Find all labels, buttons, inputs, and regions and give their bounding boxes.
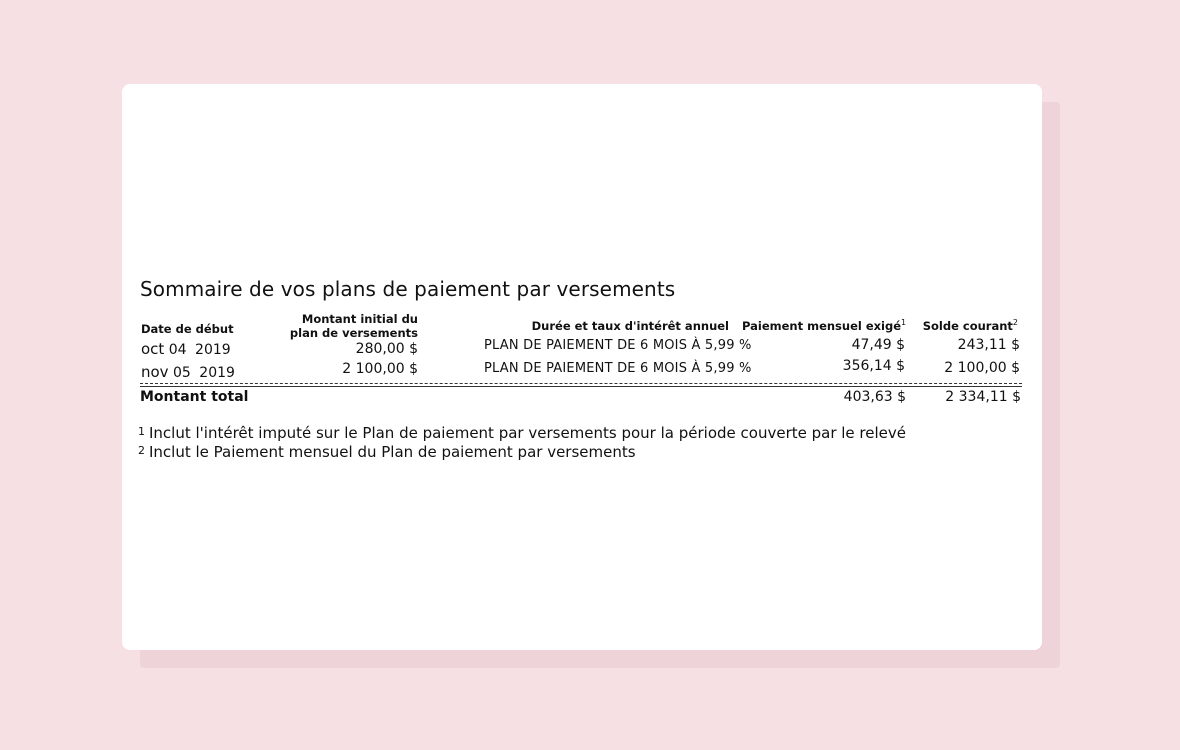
footnote-ref-1: 1: [901, 318, 907, 328]
row-2-start-date: [141, 363, 235, 382]
header-current-balance: [912, 319, 1018, 333]
footnote-2-number: 2: [138, 444, 145, 457]
row-2-initial-amount: 2 100,00 $: [342, 361, 418, 377]
header-current-balance-label: Solde courant: [922, 319, 1013, 333]
footnote-ref-2: 2: [1012, 318, 1018, 328]
row-1-current-balance: 243,11 $: [957, 337, 1020, 353]
total-current-balance: 2 334,11 $: [945, 389, 1021, 405]
row-2-term-rate: PLAN DE PAIEMENT DE 6 MOIS À 5,99 %: [484, 361, 752, 376]
footnote-1-number: 1: [138, 425, 145, 438]
header-monthly-payment: [742, 319, 905, 333]
header-initial-amount-line1: Montant initial du: [301, 312, 418, 326]
footnote-2: [138, 441, 636, 462]
total-separator-dashed: [140, 383, 1022, 384]
row-2-day: 05: [173, 365, 191, 381]
row-1-month: oct: [141, 340, 165, 358]
row-1-initial-amount: 280,00 $: [355, 341, 418, 357]
header-start-date: Date de début: [141, 322, 234, 336]
section-title: Sommaire de vos plans de paiement par versements: [140, 277, 676, 301]
header-initial-amount-line2: plan de versements: [289, 326, 418, 340]
row-1-term-rate: PLAN DE PAIEMENT DE 6 MOIS À 5,99 %: [484, 338, 752, 353]
row-1-year: 2019: [195, 342, 231, 358]
statement-card: [122, 84, 1042, 650]
total-label: Montant total: [140, 389, 249, 405]
row-1-monthly-payment: 47,49 $: [851, 337, 905, 353]
header-monthly-payment-label: Paiement mensuel exigé: [742, 319, 902, 333]
header-term-rate: Durée et taux d'intérêt annuel: [531, 319, 729, 333]
row-2-current-balance: 2 100,00 $: [944, 360, 1020, 376]
row-2-monthly-payment: 356,14 $: [842, 358, 905, 374]
total-monthly-payment: 403,63 $: [843, 389, 906, 405]
total-separator-solid: [140, 386, 1022, 387]
footnote-2-text: Inclut le Paiement mensuel du Plan de paiement par versements: [149, 443, 636, 461]
row-2-month: nov: [141, 363, 169, 381]
header-initial-amount: [272, 312, 418, 340]
footnote-1: [138, 422, 906, 443]
row-1-day: 04: [168, 342, 187, 358]
row-1-start-date: [141, 340, 231, 359]
row-2-year: 2019: [199, 365, 235, 381]
footnote-1-text: Inclut l'intérêt imputé sur le Plan de paiement par versements pour la période couverte par le relevé: [149, 424, 906, 442]
